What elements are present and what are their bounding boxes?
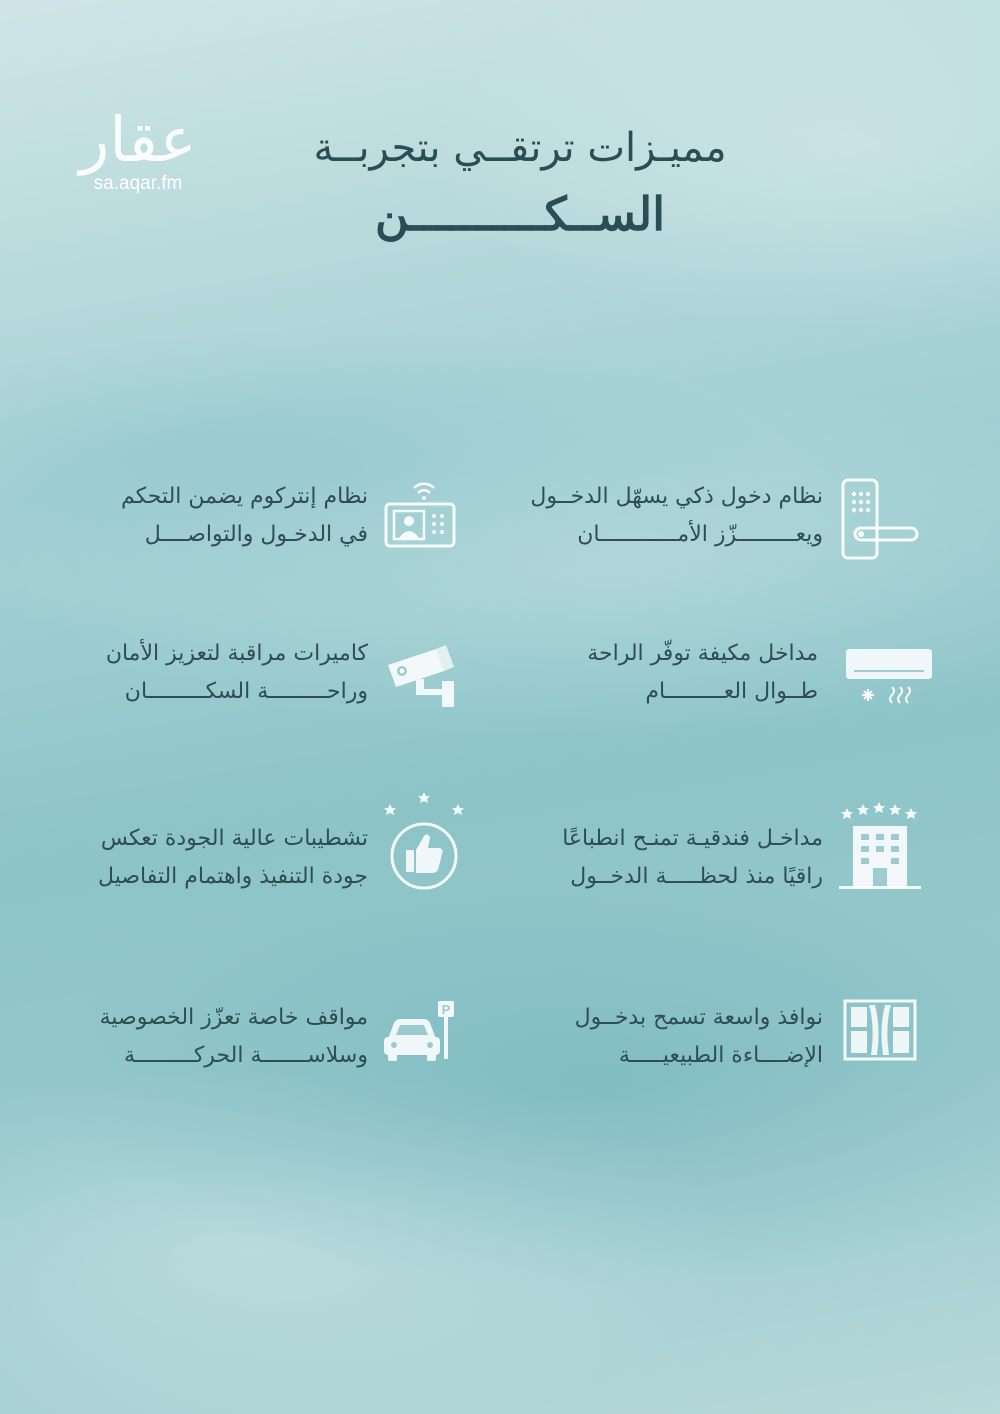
feature-line-2: راقيًا منذ لحظـــــة الدخــول [570, 864, 823, 889]
feature-text [28, 478, 368, 554]
security-camera-icon [380, 635, 470, 725]
smart-lock-icon [835, 478, 925, 568]
intercom-icon [380, 478, 470, 568]
feature-line-2: طــوال العـــــــــام [645, 679, 818, 704]
feature-line-1: كاميرات مراقبة لتعزيز الأمان [105, 641, 368, 666]
feature-text [28, 999, 368, 1075]
thumbs-up-stars-icon [380, 790, 470, 900]
air-conditioner-icon [840, 635, 940, 725]
feature-line-1: نظام دخول ذكي يسهّل الدخــول [530, 484, 823, 509]
title-line-2: الســكــــــــــن [375, 187, 665, 241]
feature-air-conditioner [490, 635, 930, 755]
feature-line-1: تشطيبات عالية الجودة تعكس [100, 826, 368, 851]
feature-hotel-entrance [485, 810, 925, 930]
feature-text [483, 820, 823, 896]
feature-text [483, 478, 823, 554]
feature-text [478, 635, 818, 711]
feature-text [28, 820, 368, 896]
feature-line-2: وسلاســـــــة الحركـــــــــة [124, 1043, 368, 1068]
aqar-logo[interactable] [58, 105, 218, 195]
feature-text [483, 999, 823, 1075]
feature-private-parking [30, 995, 470, 1115]
feature-text [28, 635, 368, 711]
feature-line-2: وراحـــــــــة السكـــــــــان [124, 679, 368, 704]
feature-security-camera [30, 635, 470, 755]
feature-smart-lock [485, 478, 925, 598]
window-icon [835, 995, 925, 1085]
feature-line-1: مداخل مكيفة توفّر الراحة [587, 641, 818, 666]
feature-line-2: ويعـــــــــزّز الأمــــــــــــان [577, 522, 823, 547]
feature-line-2: الإضــــاءة الطبيعيـــــة [618, 1043, 823, 1068]
feature-line-1: نظام إنتركوم يضمن التحكم [120, 484, 368, 509]
feature-line-1: مواقف خاصة تعزّز الخصوصية [99, 1005, 368, 1030]
parking-car-icon [380, 995, 470, 1085]
feature-wide-windows [485, 995, 925, 1115]
logo-url: sa.aqar.fm [93, 173, 183, 194]
feature-line-2: جودة التنفيذ واهتمام التفاصيل [98, 864, 368, 889]
logo-text: عقار [79, 103, 197, 176]
feature-line-1: نوافذ واسعة تسمح بدخــول [574, 1005, 823, 1030]
feature-line-2: في الدخـول والتواصــــل [144, 522, 368, 547]
feature-line-1: مداخـل فندقيـة تمنـح انطباعًا [562, 826, 823, 851]
feature-high-quality-finishes [30, 790, 470, 910]
title-line-1: مميـزات ترتقــي بتجربــة [313, 125, 727, 171]
page-title [240, 118, 800, 250]
hotel-icon [835, 800, 925, 900]
feature-intercom [30, 478, 470, 598]
svg-text:P: P [441, 1002, 451, 1017]
